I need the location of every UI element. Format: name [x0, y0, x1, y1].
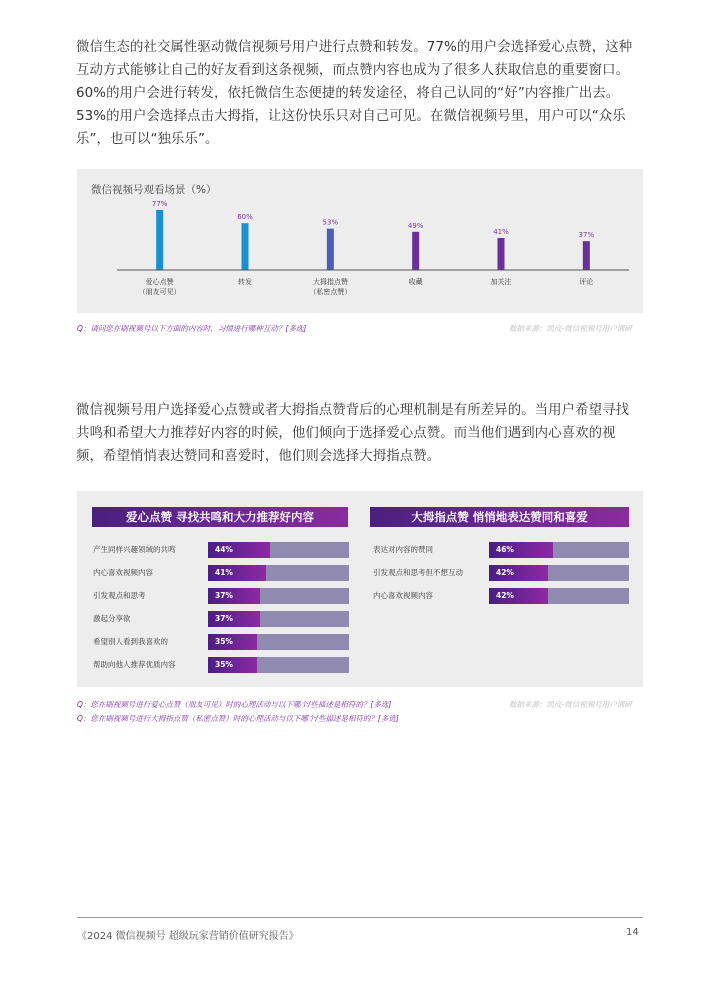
- bar-row: [93, 611, 349, 627]
- bar-row-label: 帮助向他人推荐优质内容: [93, 660, 176, 669]
- bar-value-label: 35%: [215, 660, 233, 669]
- bar-track: [208, 588, 349, 604]
- category-label: 大拇指点赞: [312, 278, 348, 286]
- category-label: 加关注: [490, 278, 512, 286]
- bar-row: [93, 565, 349, 581]
- bar-value-label: 35%: [215, 637, 233, 646]
- bar-row-label: 内心喜欢视频内容: [93, 568, 153, 577]
- bar-row: [93, 634, 349, 650]
- survey-question-note: Q：请问您在刷视频号以下方面的内容时，习惯进行哪种互动？[多选]: [77, 324, 307, 333]
- bar-row-label: 引发观点和思考但不想互动: [373, 568, 463, 577]
- bar-value-label: 37%: [578, 231, 595, 240]
- bar-5: [498, 238, 505, 270]
- intro-paragraph: 微信生态的社交属性驱动微信视频号用户进行点赞和转发。77%的用户会选择爱心点赞，这种互动方式能够让自己的好友看到这条视频，而点赞内容也成为了很多人获取信息的重要窗口。60%的用户会进行转发，依托微信生态便捷的转发途径，将自己认同的“好”内容推广出去。53%的用户会选择点击大拇指，让这份快乐只对自己可见。在微信视频号里，用户可以“众乐乐”，也可以“独乐乐”。: [76, 40, 633, 147]
- viewing-scene-bars: [77, 169, 643, 313]
- bar-row-label: 希望别人看到我喜欢的: [93, 637, 168, 646]
- category-label: 收藏: [408, 278, 423, 286]
- bar-row: [373, 588, 629, 604]
- bar-track: [208, 657, 349, 673]
- psychology-paragraph: 微信视频号用户选择爱心点赞或者大拇指点赞背后的心理机制是有所差异的。当用户希望寻找共鸣和希望大力推荐好内容的时候，他们倾向于选择爱心点赞。而当他们遇到内心喜欢的视频，希望悄悄表达赞同和喜爱时，他们则会选择大拇指点赞。: [76, 403, 630, 464]
- bar-row-label: 产生同样兴趣领域的共鸣: [93, 545, 176, 554]
- bar-value-label: 42%: [496, 591, 514, 600]
- bar-value-label: 42%: [496, 568, 514, 577]
- bar-track: [489, 565, 629, 581]
- data-source-note-2: 数据来源：凯度-微信视频号用户调研: [509, 700, 632, 709]
- bar-value-label: 46%: [496, 545, 514, 554]
- bar-row: [93, 588, 349, 604]
- bar-6: [583, 241, 590, 270]
- bar-row: [373, 542, 629, 558]
- bar-value-label: 77%: [151, 199, 168, 208]
- bar-track: [208, 611, 349, 627]
- bar-row-label: 表达对内容的赞同: [373, 545, 433, 554]
- data-source-note: 数据来源：凯度-微信视频号用户调研: [509, 324, 632, 333]
- bar-value-label: 44%: [215, 545, 233, 554]
- bar-value-label: 41%: [493, 228, 509, 237]
- category-label: （朋友可见）: [138, 288, 181, 296]
- bar-row: [93, 542, 349, 558]
- bar-track: [489, 542, 629, 558]
- category-label: （私密点赞）: [309, 288, 352, 296]
- bar-1: [156, 210, 163, 270]
- bar-value-label: 60%: [237, 213, 253, 222]
- bar-value-label: 37%: [215, 591, 233, 600]
- bar-track: [489, 588, 629, 604]
- bar-value-label: 53%: [322, 218, 339, 227]
- bar-value-label: 49%: [407, 221, 424, 230]
- bar-value-label: 41%: [215, 568, 233, 577]
- report-title: 《2024 微信视频号 超级玩家营销价值研究报告》: [77, 931, 299, 942]
- thumbs-up-header: 大拇指点赞 悄悄地表达赞同和喜爱: [370, 507, 629, 527]
- bar-track: [208, 634, 349, 650]
- bar-row-label: 内心喜欢视频内容: [373, 591, 433, 600]
- bar-4: [412, 232, 419, 270]
- bar-2: [242, 223, 249, 270]
- bar-row: [373, 565, 629, 581]
- bar-value-label: 37%: [215, 614, 233, 623]
- chart-title: 微信视频号观看场景（%）: [91, 184, 217, 196]
- like-motivation-panel: [77, 491, 643, 687]
- bar-3: [327, 229, 334, 270]
- thumbs-up-question-note: Q：您在刷视频号进行大拇指点赞（私密点赞）时的心理活动与以下哪个/些描述是相符的？[多选]: [77, 714, 399, 723]
- bar-row-label: 激起分享欲: [93, 614, 131, 623]
- category-label: 评论: [579, 278, 594, 286]
- bar-row-label: 引发观点和思考: [93, 591, 146, 600]
- page-number: 14: [626, 927, 639, 938]
- category-label: 爱心点赞: [145, 278, 174, 286]
- heart-like-question-note: Q：您在刷视频号进行爱心点赞（朋友可见）时的心理活动与以下哪个/些描述是相符的？[多选]: [77, 700, 392, 709]
- footer-divider: [77, 917, 643, 918]
- bar-row: [93, 657, 349, 673]
- heart-like-header: 爱心点赞 寻找共鸣和大力推荐好内容: [92, 507, 348, 527]
- bar-track: [208, 565, 349, 581]
- viewing-scene-chart: [77, 169, 643, 313]
- bar-track: [208, 542, 349, 558]
- category-label: 转发: [238, 278, 252, 286]
